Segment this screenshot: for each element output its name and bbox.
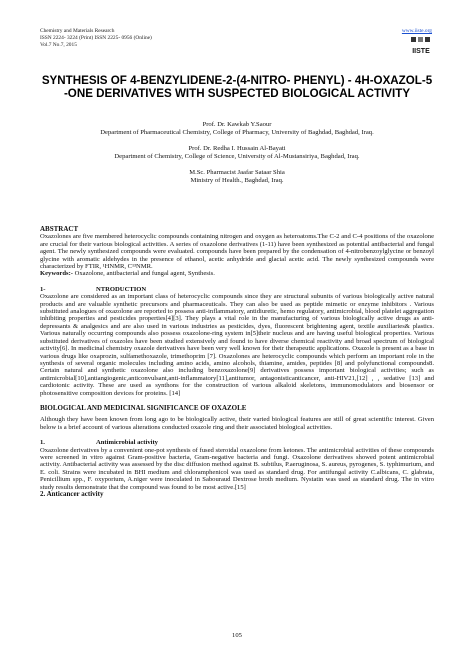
paper-body	[40, 226, 434, 498]
sub1-heading	[40, 439, 434, 446]
keywords-label: Keywords:-	[40, 270, 73, 278]
journal-issn: ISSN 2224- 3224 (Print) ISSN 2225- 0956 (Online)	[40, 35, 152, 41]
journal-volume: Vol.7 No.7, 2015	[40, 42, 77, 48]
iiste-logo-icon	[410, 36, 432, 56]
journal-header-right	[382, 28, 432, 56]
page-number: 105	[232, 632, 242, 639]
abstract-text: Oxazolones are five membered heterocyclic compounds containing nitrogen and oxygen as heteroatoms.The C-2 and C-4 positions of the oxazolone are crucial for their various biological activities. A series of oxazolone derivatives (1-11) have been synthesized as potential antibacterial and fungal agent. The newly synthesized compounds were evaluated. compounds have been prepared by the condensation of 4-nitrobenzoylglycine or benzoyl glycine with aromatic aldehydes in the presence of ethanol, acetic anhydride and glacial acetic acid. The newly synthesized compounds were characterized by FTIR, ¹HNMR, C¹³NMR.	[40, 233, 434, 271]
keywords-line	[40, 270, 434, 277]
sub2-heading: 2. Anticancer activity	[40, 490, 104, 498]
author-2	[40, 145, 434, 161]
author-block	[40, 121, 434, 193]
intro-title: NTRODUCTION	[96, 285, 147, 293]
logo-text: IISTE	[412, 48, 430, 55]
author-name: Prof. Dr. Kawkab Y.Saour	[202, 121, 272, 128]
journal-name: Chemistry and Materials Research	[40, 28, 115, 34]
section2-heading: BIOLOGICAL AND MEDICINAL SIGNIFICANCE OF OXAZOLE	[40, 403, 247, 412]
section2-text: Although they have been known from long ago to be biologically active, their varied biological features are still of great scientific interest. Given below is a brief account of various alterations conducted oxazole ring and their associated biological activities.	[40, 416, 434, 431]
intro-heading	[40, 286, 434, 293]
paper-title: SYNTHESIS OF 4-BENZYLIDENE-2-(4-NITRO- PHENYL) - 4H-OXAZOL-5 -ONE DERIVATIVES WITH SUSPECTED BIOLOGICAL ACTIVITY	[41, 74, 433, 101]
author-name: M.Sc. Pharmacist Jaafar Sataar Shia	[189, 169, 285, 176]
intro-text: Oxazolone are considered as an important class of heterocyclic compounds since they are structural subunits of various biologically active natural products and are valuable synthetic precursors and pharmaceuticals. They can also be used as peptide mimetic or enzyme inhibitors . Various substituted analogues of oxazolone are reported to possess anti-inflammatory, antidiuretic, hemo regulatory, antimicrobial, blood platelet aggregation inhibiting properties and pesticides properties[4][3]. They plays a vital role in the manufacturing of various biologically active drugs as anti-depressants & analgesics and are also used in various industries as pesticides, dyes, fluorescent brightening agent, textile auxiliaries& plastics. Various naturally occurring compounds also possess oxazolone-ring system in[5]their nucleus and are having useful biological properties. Various substituted derivatives of oxazoles have been studied extensively and found to have diverse chemical reactivity and broad spectrum of biological activity[6]. In medicinal chemistry oxazole derivatives have been very well known for their therapeutic applications. Oxazole is present as a base in various drugs like oxaprozin, sulfamethoxazole, trimethoprim [7]. Oxazolones are heterocyclic compounds which perform an important role in the synthesis of several organic molecules including amino acids, amino alcohols, thiamine, amides, peptides [8] and polyfunctional compounds8. Certain natural and synthetic oxazolone also including benzoxazolone[9] derivatives possess important biological activities; such as antimicrobial[10],antiangiogenic,anticonvulsant,anti-inflammatory[11],antitumor, antagonisticanticancer, anti-HIV21,[12] , , sedative [13] and cardiotonic activity. These are used as synthons for the construction of various alkaloid skeletons, immunomodulators and biosensor or photosensitive composition devices for proteins. [14]	[40, 293, 434, 397]
sub1-text: Oxazolone derivatives by a convenient one-pot synthesis of fused steroidal oxazolone from ketones. The antimicrobial activities of these compounds were screened in vitro against Gram-positive bacteria, Gram-negative bacteria and fungi. Oxazolone derivatives showed potent antimicrobial activity. Antibacterial activity was assessed by the disc diffusion method against B. subtilus, P.aeruginosa, S. aureus, pyrogenes, S. typhimurium, and E. coli. Strains were incubated in BHI medium and chloramphenicol was used as standard drug. For antifungal activity C.albicans, C. glabrata, Penicillium spp., F. oxyporium, A.niger were inoculated in Sabouraud Dextrose broth medium. Nystatin was used as standard drug. The in vitro study results demonstrate that the compound was found to be most active.[15]	[40, 446, 434, 491]
author-affiliation: Ministry of Health., Baghdad, Iraq.	[190, 177, 284, 184]
author-3	[40, 169, 434, 185]
author-affiliation: Department of Chemistry, College of Science, University of Al-Mustansiriya, Baghdad, Iraq.	[114, 153, 360, 160]
sub1-number: 1.	[40, 439, 45, 447]
author-1	[40, 121, 434, 137]
intro-number: 1-	[40, 285, 46, 293]
journal-url-link[interactable]: www.iiste.org	[401, 28, 432, 34]
abstract-heading: ABSTRACT	[40, 225, 79, 233]
sub1-title: Antimicrobial activity	[96, 439, 158, 447]
author-name: Prof. Dr. Redha I. Hussain Al-Bayati	[188, 145, 286, 152]
author-affiliation: Department of Pharmaceutical Chemistry, College of Pharmacy, University of Baghdad, Baghdad, Iraq.	[100, 129, 374, 136]
journal-header	[40, 28, 152, 49]
keywords-text: Oxazolone, antibacterial and fungal agent, Synthesis.	[72, 270, 215, 278]
